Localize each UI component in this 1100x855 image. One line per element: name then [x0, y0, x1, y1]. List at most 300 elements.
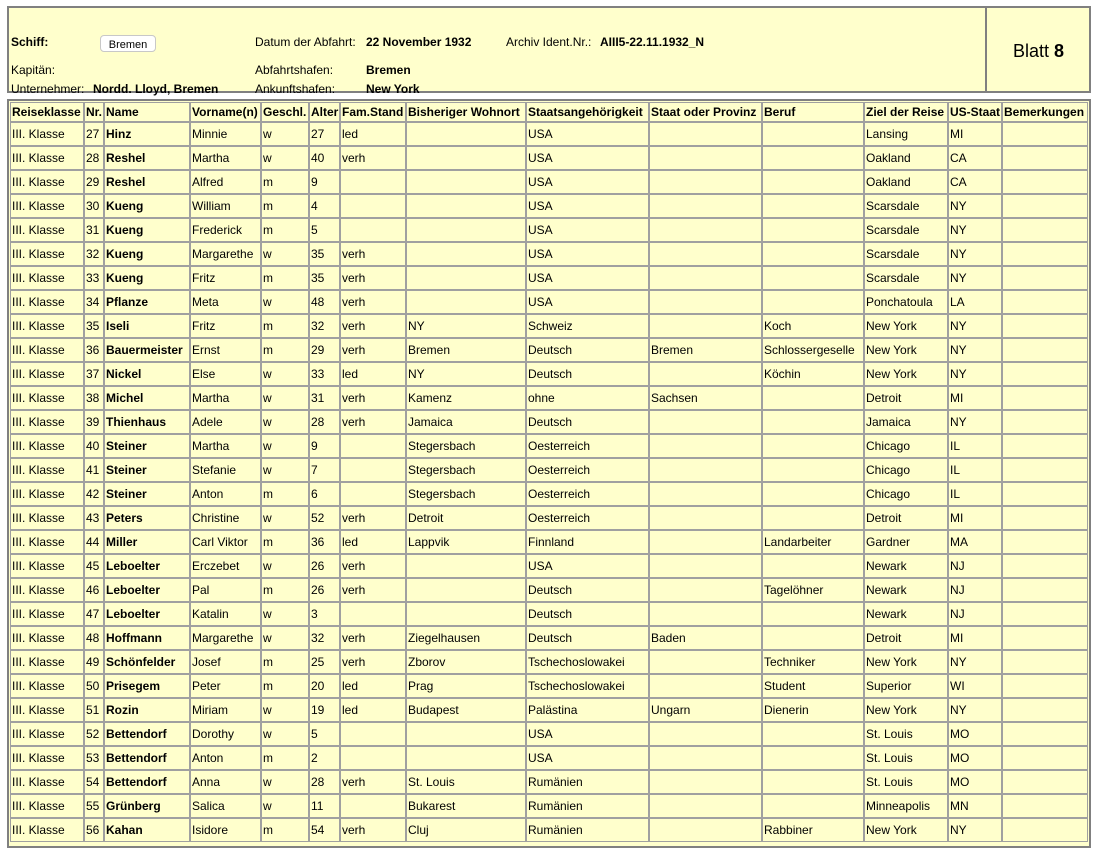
- nationality-cell: USA: [526, 242, 649, 266]
- table-row: [10, 794, 1088, 818]
- occupation-cell: [762, 506, 864, 530]
- remarks-cell: [1002, 602, 1088, 626]
- table-row: [10, 194, 1088, 218]
- archive-id-label: Archiv Ident.Nr.:: [506, 35, 592, 49]
- occupation-cell: [762, 218, 864, 242]
- passenger-table-container: [7, 99, 1091, 848]
- travel-class-cell: III. Klasse: [10, 482, 84, 506]
- remarks-cell: [1002, 722, 1088, 746]
- travel-class-cell: III. Klasse: [10, 362, 84, 386]
- surname-cell: Peters: [104, 506, 190, 530]
- sex-cell: m: [261, 818, 309, 842]
- table-row: [10, 218, 1088, 242]
- sex-cell: m: [261, 266, 309, 290]
- state-province-cell: [649, 554, 762, 578]
- occupation-cell: [762, 242, 864, 266]
- remarks-cell: [1002, 314, 1088, 338]
- ship-name-button[interactable]: Bremen: [100, 35, 156, 52]
- travel-class-cell: III. Klasse: [10, 122, 84, 146]
- sex-cell: w: [261, 242, 309, 266]
- nationality-cell: USA: [526, 170, 649, 194]
- us-state-cell: MI: [948, 506, 1002, 530]
- occupation-cell: [762, 770, 864, 794]
- given-name-cell: Anton: [190, 482, 261, 506]
- us-state-cell: IL: [948, 434, 1002, 458]
- given-name-cell: Katalin: [190, 602, 261, 626]
- occupation-cell: Student: [762, 674, 864, 698]
- destination-cell: St. Louis: [864, 746, 948, 770]
- sex-cell: m: [261, 674, 309, 698]
- nationality-cell: Tschechoslowakei: [526, 674, 649, 698]
- travel-class-cell: III. Klasse: [10, 530, 84, 554]
- occupation-cell: [762, 434, 864, 458]
- surname-cell: Kueng: [104, 266, 190, 290]
- given-name-cell: Dorothy: [190, 722, 261, 746]
- number-cell: 36: [84, 338, 104, 362]
- given-name-cell: Martha: [190, 434, 261, 458]
- sex-cell: w: [261, 794, 309, 818]
- us-state-cell: IL: [948, 458, 1002, 482]
- occupation-cell: [762, 458, 864, 482]
- table-row: [10, 170, 1088, 194]
- destination-cell: Oakland: [864, 146, 948, 170]
- us-state-cell: NY: [948, 338, 1002, 362]
- table-row: [10, 650, 1088, 674]
- surname-cell: Miller: [104, 530, 190, 554]
- destination-cell: Scarsdale: [864, 266, 948, 290]
- age-cell: 36: [309, 530, 340, 554]
- table-row: [10, 770, 1088, 794]
- travel-class-cell: III. Klasse: [10, 602, 84, 626]
- occupation-cell: [762, 194, 864, 218]
- sex-cell: m: [261, 530, 309, 554]
- destination-cell: Gardner: [864, 530, 948, 554]
- table-row: [10, 314, 1088, 338]
- age-cell: 48: [309, 290, 340, 314]
- col-staat-provinz-header: Staat oder Provinz: [649, 102, 762, 122]
- sex-cell: m: [261, 194, 309, 218]
- remarks-cell: [1002, 650, 1088, 674]
- us-state-cell: NY: [948, 194, 1002, 218]
- given-name-cell: Erczebet: [190, 554, 261, 578]
- table-body: [10, 122, 1088, 842]
- sex-cell: w: [261, 434, 309, 458]
- number-cell: 39: [84, 410, 104, 434]
- us-state-cell: CA: [948, 146, 1002, 170]
- col-us-staat-header: US-Staat: [948, 102, 1002, 122]
- marital-status-cell: [340, 194, 406, 218]
- sex-cell: m: [261, 170, 309, 194]
- remarks-cell: [1002, 434, 1088, 458]
- nationality-cell: Deutsch: [526, 602, 649, 626]
- surname-cell: Thienhaus: [104, 410, 190, 434]
- occupation-cell: [762, 746, 864, 770]
- state-province-cell: [649, 650, 762, 674]
- marital-status-cell: verh: [340, 314, 406, 338]
- travel-class-cell: III. Klasse: [10, 218, 84, 242]
- marital-status-cell: verh: [340, 554, 406, 578]
- residence-cell: [406, 266, 526, 290]
- surname-cell: Grünberg: [104, 794, 190, 818]
- travel-class-cell: III. Klasse: [10, 722, 84, 746]
- us-state-cell: MI: [948, 122, 1002, 146]
- residence-cell: St. Louis: [406, 770, 526, 794]
- residence-cell: [406, 554, 526, 578]
- surname-cell: Reshel: [104, 146, 190, 170]
- given-name-cell: Stefanie: [190, 458, 261, 482]
- travel-class-cell: III. Klasse: [10, 146, 84, 170]
- occupation-cell: Rabbiner: [762, 818, 864, 842]
- state-province-cell: [649, 434, 762, 458]
- age-cell: 25: [309, 650, 340, 674]
- number-cell: 34: [84, 290, 104, 314]
- state-province-cell: [649, 578, 762, 602]
- residence-cell: Bukarest: [406, 794, 526, 818]
- nationality-cell: Deutsch: [526, 578, 649, 602]
- age-cell: 26: [309, 578, 340, 602]
- destination-cell: New York: [864, 314, 948, 338]
- destination-cell: Scarsdale: [864, 242, 948, 266]
- sex-cell: w: [261, 290, 309, 314]
- occupation-cell: [762, 794, 864, 818]
- given-name-cell: Margarethe: [190, 242, 261, 266]
- travel-class-cell: III. Klasse: [10, 506, 84, 530]
- age-cell: 5: [309, 722, 340, 746]
- given-name-cell: Alfred: [190, 170, 261, 194]
- table-header-row: [10, 102, 1088, 122]
- number-cell: 29: [84, 170, 104, 194]
- marital-status-cell: [340, 434, 406, 458]
- age-cell: 28: [309, 410, 340, 434]
- us-state-cell: MO: [948, 770, 1002, 794]
- marital-status-cell: [340, 170, 406, 194]
- number-cell: 54: [84, 770, 104, 794]
- state-province-cell: [649, 482, 762, 506]
- destination-cell: Ponchatoula: [864, 290, 948, 314]
- given-name-cell: Fritz: [190, 314, 261, 338]
- travel-class-cell: III. Klasse: [10, 554, 84, 578]
- marital-status-cell: [340, 794, 406, 818]
- remarks-cell: [1002, 674, 1088, 698]
- marital-status-cell: verh: [340, 410, 406, 434]
- remarks-cell: [1002, 578, 1088, 602]
- number-cell: 30: [84, 194, 104, 218]
- destination-cell: New York: [864, 362, 948, 386]
- number-cell: 27: [84, 122, 104, 146]
- state-province-cell: Baden: [649, 626, 762, 650]
- state-province-cell: [649, 530, 762, 554]
- number-cell: 52: [84, 722, 104, 746]
- age-cell: 33: [309, 362, 340, 386]
- surname-cell: Kueng: [104, 194, 190, 218]
- nationality-cell: Finnland: [526, 530, 649, 554]
- us-state-cell: MI: [948, 386, 1002, 410]
- number-cell: 48: [84, 626, 104, 650]
- surname-cell: Rozin: [104, 698, 190, 722]
- remarks-cell: [1002, 362, 1088, 386]
- age-cell: 54: [309, 818, 340, 842]
- departure-date-value: 22 November 1932: [366, 35, 472, 49]
- destination-cell: Chicago: [864, 458, 948, 482]
- marital-status-cell: verh: [340, 146, 406, 170]
- surname-cell: Bettendorf: [104, 746, 190, 770]
- destination-cell: Detroit: [864, 626, 948, 650]
- destination-cell: Scarsdale: [864, 194, 948, 218]
- state-province-cell: [649, 674, 762, 698]
- number-cell: 32: [84, 242, 104, 266]
- nationality-cell: USA: [526, 194, 649, 218]
- occupation-cell: [762, 482, 864, 506]
- remarks-cell: [1002, 122, 1088, 146]
- travel-class-cell: III. Klasse: [10, 266, 84, 290]
- col-bemerkungen-header: Bemerkungen: [1002, 102, 1088, 122]
- remarks-cell: [1002, 218, 1088, 242]
- remarks-cell: [1002, 194, 1088, 218]
- surname-cell: Bettendorf: [104, 770, 190, 794]
- remarks-cell: [1002, 170, 1088, 194]
- us-state-cell: LA: [948, 290, 1002, 314]
- destination-cell: Detroit: [864, 386, 948, 410]
- residence-cell: Lappvik: [406, 530, 526, 554]
- col-nr-header: Nr.: [84, 102, 104, 122]
- sex-cell: m: [261, 218, 309, 242]
- table-row: [10, 602, 1088, 626]
- surname-cell: Schönfelder: [104, 650, 190, 674]
- remarks-cell: [1002, 794, 1088, 818]
- state-province-cell: [649, 410, 762, 434]
- age-cell: 20: [309, 674, 340, 698]
- residence-cell: NY: [406, 314, 526, 338]
- age-cell: 19: [309, 698, 340, 722]
- us-state-cell: NY: [948, 410, 1002, 434]
- age-cell: 35: [309, 266, 340, 290]
- number-cell: 41: [84, 458, 104, 482]
- sex-cell: w: [261, 146, 309, 170]
- given-name-cell: Pal: [190, 578, 261, 602]
- state-province-cell: [649, 818, 762, 842]
- destination-cell: New York: [864, 818, 948, 842]
- travel-class-cell: III. Klasse: [10, 386, 84, 410]
- number-cell: 51: [84, 698, 104, 722]
- state-province-cell: [649, 170, 762, 194]
- age-cell: 35: [309, 242, 340, 266]
- number-cell: 42: [84, 482, 104, 506]
- nationality-cell: Schweiz: [526, 314, 649, 338]
- destination-cell: Oakland: [864, 170, 948, 194]
- travel-class-cell: III. Klasse: [10, 314, 84, 338]
- residence-cell: [406, 170, 526, 194]
- number-cell: 47: [84, 602, 104, 626]
- nationality-cell: USA: [526, 122, 649, 146]
- residence-cell: [406, 746, 526, 770]
- residence-cell: Jamaica: [406, 410, 526, 434]
- residence-cell: Stegersbach: [406, 434, 526, 458]
- col-beruf-header: Beruf: [762, 102, 864, 122]
- remarks-cell: [1002, 530, 1088, 554]
- given-name-cell: Anna: [190, 770, 261, 794]
- state-province-cell: [649, 218, 762, 242]
- marital-status-cell: verh: [340, 242, 406, 266]
- state-province-cell: [649, 362, 762, 386]
- age-cell: 11: [309, 794, 340, 818]
- state-province-cell: [649, 458, 762, 482]
- occupation-cell: [762, 290, 864, 314]
- sex-cell: m: [261, 578, 309, 602]
- us-state-cell: IL: [948, 482, 1002, 506]
- table-row: [10, 578, 1088, 602]
- given-name-cell: William: [190, 194, 261, 218]
- state-province-cell: Ungarn: [649, 698, 762, 722]
- occupation-cell: [762, 554, 864, 578]
- destination-cell: Newark: [864, 578, 948, 602]
- col-geschl-header: Geschl.: [261, 102, 309, 122]
- residence-cell: [406, 218, 526, 242]
- nationality-cell: Palästina: [526, 698, 649, 722]
- state-province-cell: [649, 146, 762, 170]
- residence-cell: Kamenz: [406, 386, 526, 410]
- nationality-cell: Rumänien: [526, 818, 649, 842]
- age-cell: 32: [309, 314, 340, 338]
- occupation-cell: [762, 410, 864, 434]
- marital-status-cell: verh: [340, 578, 406, 602]
- destination-cell: Chicago: [864, 482, 948, 506]
- sex-cell: w: [261, 410, 309, 434]
- destination-cell: Superior: [864, 674, 948, 698]
- state-province-cell: [649, 314, 762, 338]
- us-state-cell: MA: [948, 530, 1002, 554]
- nationality-cell: USA: [526, 266, 649, 290]
- us-state-cell: MI: [948, 626, 1002, 650]
- us-state-cell: MO: [948, 746, 1002, 770]
- age-cell: 9: [309, 434, 340, 458]
- age-cell: 31: [309, 386, 340, 410]
- number-cell: 45: [84, 554, 104, 578]
- us-state-cell: NJ: [948, 578, 1002, 602]
- occupation-cell: [762, 386, 864, 410]
- nationality-cell: Oesterreich: [526, 458, 649, 482]
- col-name-header: Name: [104, 102, 190, 122]
- table-row: [10, 818, 1088, 842]
- passenger-table: [10, 102, 1088, 842]
- age-cell: 9: [309, 170, 340, 194]
- sex-cell: m: [261, 338, 309, 362]
- surname-cell: Kueng: [104, 242, 190, 266]
- destination-cell: Minneapolis: [864, 794, 948, 818]
- surname-cell: Leboelter: [104, 554, 190, 578]
- table-row: [10, 122, 1088, 146]
- surname-cell: Michel: [104, 386, 190, 410]
- destination-cell: St. Louis: [864, 770, 948, 794]
- travel-class-cell: III. Klasse: [10, 578, 84, 602]
- age-cell: 40: [309, 146, 340, 170]
- table-row: [10, 746, 1088, 770]
- travel-class-cell: III. Klasse: [10, 410, 84, 434]
- table-row: [10, 626, 1088, 650]
- destination-cell: New York: [864, 650, 948, 674]
- sheet-number-box: [985, 6, 1093, 93]
- given-name-cell: Carl Viktor: [190, 530, 261, 554]
- given-name-cell: Isidore: [190, 818, 261, 842]
- travel-class-cell: III. Klasse: [10, 434, 84, 458]
- table-row: [10, 146, 1088, 170]
- residence-cell: [406, 602, 526, 626]
- travel-class-cell: III. Klasse: [10, 650, 84, 674]
- residence-cell: [406, 122, 526, 146]
- destination-cell: New York: [864, 338, 948, 362]
- occupation-cell: Köchin: [762, 362, 864, 386]
- travel-class-cell: III. Klasse: [10, 698, 84, 722]
- surname-cell: Pflanze: [104, 290, 190, 314]
- travel-class-cell: III. Klasse: [10, 794, 84, 818]
- us-state-cell: NY: [948, 362, 1002, 386]
- state-province-cell: [649, 266, 762, 290]
- residence-cell: Prag: [406, 674, 526, 698]
- occupation-cell: [762, 602, 864, 626]
- age-cell: 3: [309, 602, 340, 626]
- sex-cell: m: [261, 650, 309, 674]
- age-cell: 7: [309, 458, 340, 482]
- sex-cell: w: [261, 770, 309, 794]
- surname-cell: Nickel: [104, 362, 190, 386]
- age-cell: 5: [309, 218, 340, 242]
- destination-cell: Jamaica: [864, 410, 948, 434]
- travel-class-cell: III. Klasse: [10, 170, 84, 194]
- given-name-cell: Adele: [190, 410, 261, 434]
- nationality-cell: USA: [526, 146, 649, 170]
- sex-cell: w: [261, 722, 309, 746]
- occupation-cell: Techniker: [762, 650, 864, 674]
- col-famstand-header: Fam.Stand: [340, 102, 406, 122]
- surname-cell: Bettendorf: [104, 722, 190, 746]
- marital-status-cell: verh: [340, 506, 406, 530]
- given-name-cell: Fritz: [190, 266, 261, 290]
- surname-cell: Prisegem: [104, 674, 190, 698]
- nationality-cell: USA: [526, 218, 649, 242]
- age-cell: 2: [309, 746, 340, 770]
- nationality-cell: Tschechoslowakei: [526, 650, 649, 674]
- nationality-cell: Rumänien: [526, 770, 649, 794]
- destination-cell: Scarsdale: [864, 218, 948, 242]
- sex-cell: w: [261, 698, 309, 722]
- number-cell: 31: [84, 218, 104, 242]
- nationality-cell: USA: [526, 290, 649, 314]
- surname-cell: Kahan: [104, 818, 190, 842]
- destination-cell: St. Louis: [864, 722, 948, 746]
- nationality-cell: ohne: [526, 386, 649, 410]
- table-row: [10, 410, 1088, 434]
- table-row: [10, 674, 1088, 698]
- nationality-cell: Deutsch: [526, 362, 649, 386]
- surname-cell: Steiner: [104, 482, 190, 506]
- travel-class-cell: III. Klasse: [10, 674, 84, 698]
- departure-port-value: Bremen: [366, 63, 411, 77]
- destination-cell: Newark: [864, 602, 948, 626]
- marital-status-cell: led: [340, 698, 406, 722]
- surname-cell: Hoffmann: [104, 626, 190, 650]
- state-province-cell: [649, 770, 762, 794]
- remarks-cell: [1002, 266, 1088, 290]
- age-cell: 29: [309, 338, 340, 362]
- destination-cell: Lansing: [864, 122, 948, 146]
- surname-cell: Hinz: [104, 122, 190, 146]
- remarks-cell: [1002, 482, 1088, 506]
- marital-status-cell: led: [340, 674, 406, 698]
- surname-cell: Reshel: [104, 170, 190, 194]
- sex-cell: w: [261, 554, 309, 578]
- sex-cell: w: [261, 458, 309, 482]
- sex-cell: w: [261, 506, 309, 530]
- given-name-cell: Josef: [190, 650, 261, 674]
